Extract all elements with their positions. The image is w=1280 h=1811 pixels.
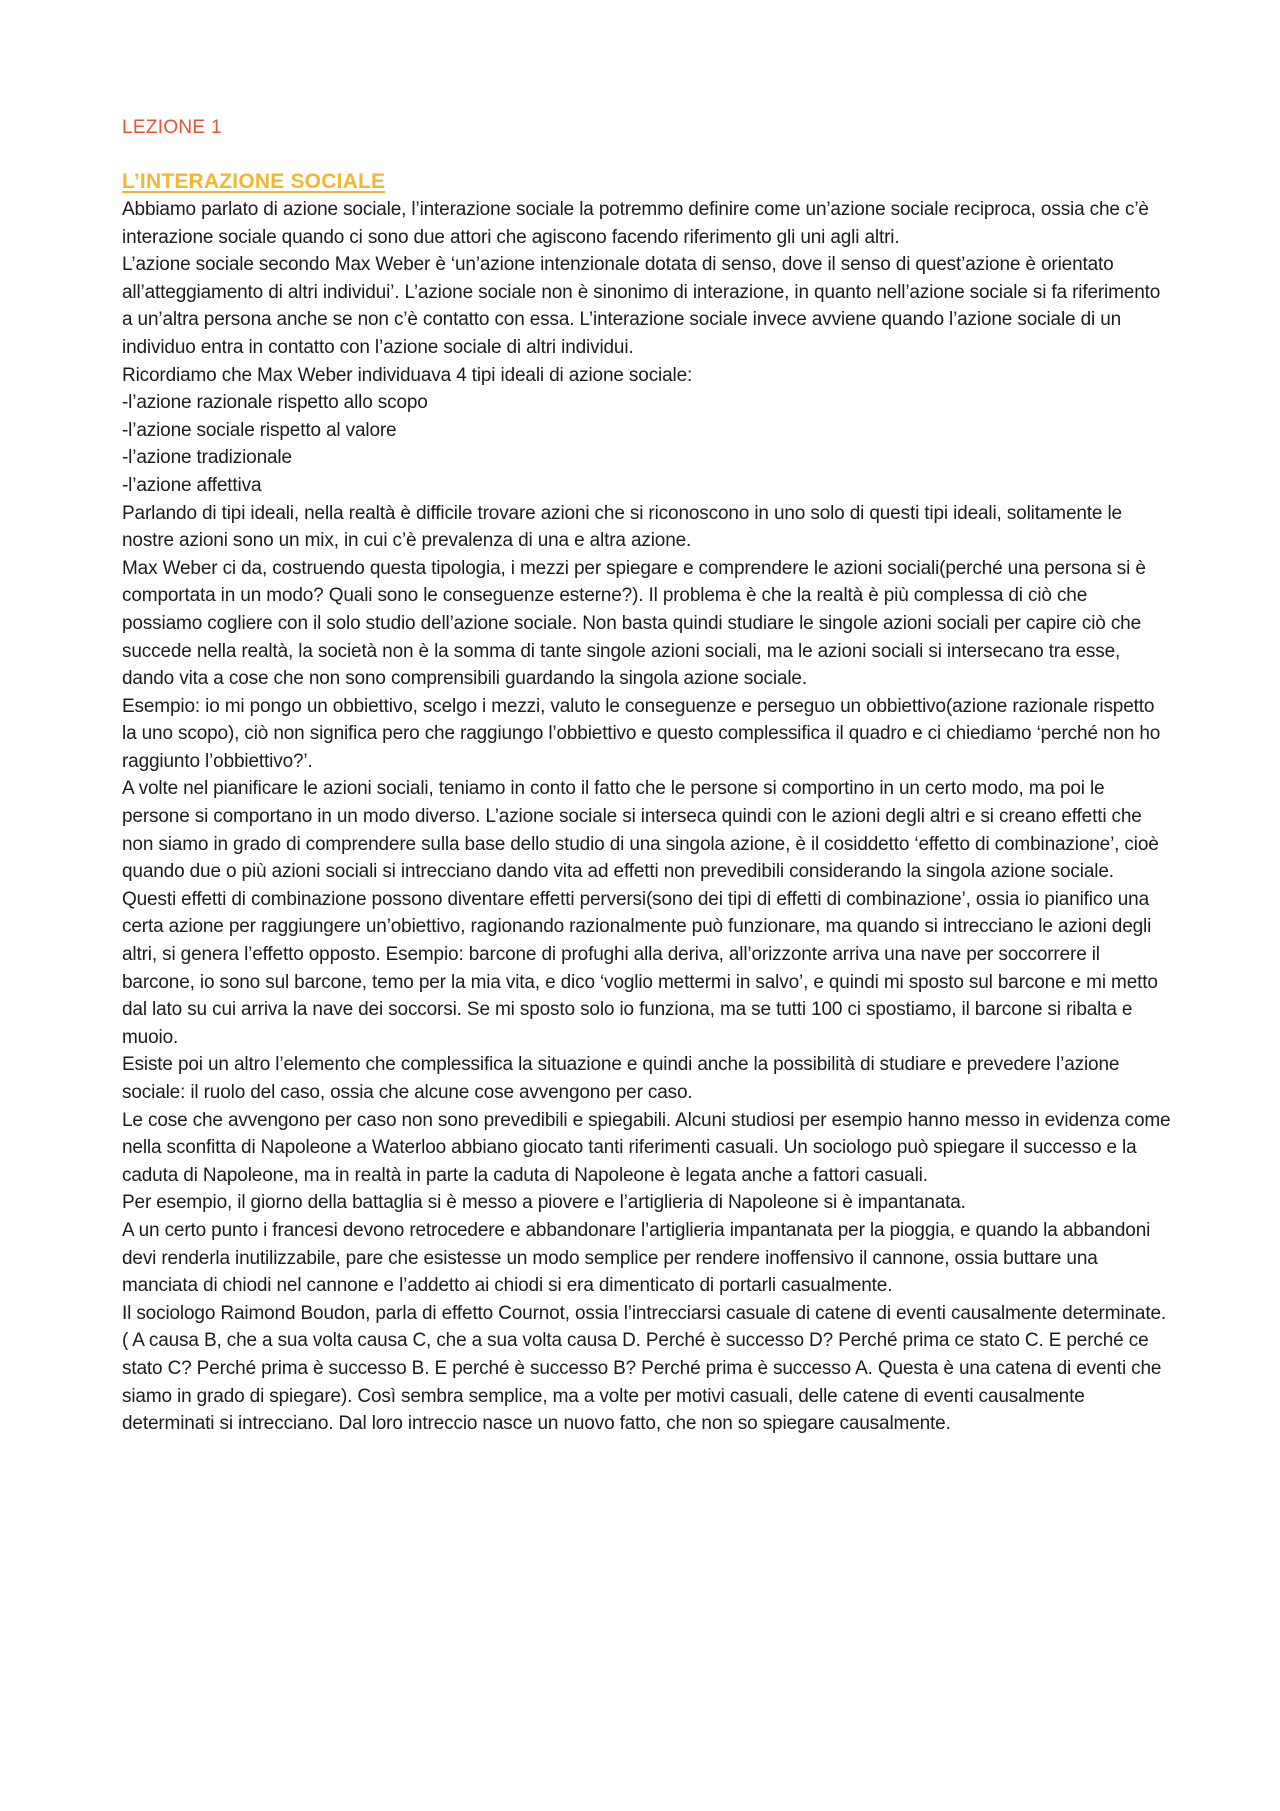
paragraph: Parlando di tipi ideali, nella realtà è difficile trovare azioni che si riconoscono in uno solo di questi tipi ideali, solitamente le nostre azioni sono un mix, in cui c’è prevalenza di una e altra azione. <box>122 502 1122 552</box>
paragraph: Abbiamo parlato di azione sociale, l’interazione sociale la potremmo definire come un’azione sociale reciproca, ossia che c’è interazione sociale quando ci sono due attori che agiscono facendo riferimento gli uni agli altri. <box>122 199 1149 248</box>
list-item: -l’azione razionale rispetto allo scopo <box>122 392 428 414</box>
paragraph: Ricordiamo che Max Weber individuava 4 tipi ideali di azione sociale: <box>122 364 693 386</box>
paragraph: Il sociologo Raimond Boudon, parla di effetto Cournot, ossia l’intrecciarsi casuale di catene di eventi causalmente determinate. ( A causa B, che a sua volta causa C, che a sua volta causa D. Perché è successo D? Perché prima ce stato C. E perché ce stato C? Perché prima è successo B. E perché è successo B? Perché prima è successo A. Questa è una catena di eventi che siamo in grado di spiegare). Così sembra semplice, ma a volte per motivi casuali, delle catene di eventi causalmente determinati si intrecciano. Dal loro intreccio nasce un nuovo fatto, che non so spiegare causalmente. <box>122 1302 1166 1435</box>
paragraph: Per esempio, il giorno della battaglia si è messo a piovere e l’artiglieria di Napoleone si è impantanata. <box>122 1192 966 1214</box>
list-item: -l’azione sociale rispetto al valore <box>122 419 397 441</box>
paragraph: A un certo punto i francesi devono retrocedere e abbandonare l’artiglieria impantanata per la pioggia, e quando la abbandoni devi renderla inutilizzabile, pare che esistesse un modo semplice per rendere inoffensivo il cannone, ossia buttare una manciata di chiodi nel cannone e l’addetto ai chiodi si era dimenticato di portarli casualmente. <box>122 1219 1151 1297</box>
body-text <box>122 196 1172 1438</box>
paragraph: Esiste poi un altro l’elemento che complessifica la situazione e quindi anche la possibilità di studiare e prevedere l’azione sociale: il ruolo del caso, ossia che alcune cose avvengono per caso. <box>122 1054 1120 1103</box>
paragraph: L’azione sociale secondo Max Weber è ‘un’azione intenzionale dotata di senso, dove il senso di quest’azione è orientato all’atteggiamento di altri individui’. L’azione sociale non è sinonimo di interazione, in quanto nell’azione sociale si fa riferimento a un’altra persona anche se non c’è contatto con essa. L’interazione sociale invece avviene quando l’azione sociale di un individuo entra in contatto con l’azione sociale di altri individui. <box>122 254 1161 358</box>
list-item: -l’azione tradizionale <box>122 447 292 469</box>
paragraph: Max Weber ci da, costruendo questa tipologia, i mezzi per spiegare e comprendere le azioni sociali(perché una persona si è comportata in un modo? Quali sono le conseguenze esterne?). Il problema è che la realtà è più complessa di ciò che possiamo cogliere con il solo studio dell’azione sociale. Non basta quindi studiare le singole azioni sociali per capire ciò che succede nella realtà, la società non è la somma di tante singole azioni sociali, ma le azioni sociali si intersecano tra esse, dando vita a cose che non sono comprensibili guardando la singola azione sociale. <box>122 557 1146 690</box>
paragraph: A volte nel pianificare le azioni sociali, teniamo in conto il fatto che le persone si comportino in un certo modo, ma poi le persone si comportano in un modo diverso. L’azione sociale si interseca quindi con le azioni degli altri e si creano effetti che non siamo in grado di comprendere sulla base dello studio di una singola azione, è il cosiddetto ‘effetto di combinazione’, cioè quando due o più azioni sociali si intrecciano dando vita ad effetti non prevedibili considerando la singola azione sociale. Questi effetti di combinazione possono diventare effetti perversi(sono dei tipi di effetti di combinazione’, ossia io pianifico una certa azione per raggiungere un’obiettivo, ragionando razionalmente può funzionare, ma quando si intrecciano le azioni degli altri, si genera l’effetto opposto. Esempio: barcone di profughi alla deriva, all’orizzonte arriva una nave per soccorrere il barcone, io sono sul barcone, temo per la mia vita, e dico ‘voglio mettermi in salvo’, e quindi mi sposto sul barcone e mi metto dal lato su cui arriva la nave dei soccorsi. Se mi sposto solo io funziona, ma se tutti 100 ci spostiamo, il barcone si ribalta e muoio. <box>122 778 1159 1048</box>
document-page <box>122 116 1172 1438</box>
paragraph: Esempio: io mi pongo un obbiettivo, scelgo i mezzi, valuto le conseguenze e perseguo un obbiettivo(azione razionale rispetto la uno scopo), ciò non significa pero che raggiungo l’obbiettivo e questo complessifica il quadro e ci chiediamo ‘perché non ho raggiunto l’obbiettivo?’. <box>122 695 1161 772</box>
lesson-label: LEZIONE 1 <box>122 117 222 138</box>
list-item: -l’azione affettiva <box>122 474 262 496</box>
section-title: L’INTERAZIONE SOCIALE <box>122 170 386 193</box>
paragraph: Le cose che avvengono per caso non sono prevedibili e spiegabili. Alcuni studiosi per esempio hanno messo in evidenza come nella sconfitta di Napoleone a Waterloo abbiano giocato tanti riferimenti casuali. Un sociologo può spiegare il successo e la caduta di Napoleone, ma in realtà in parte la caduta di Napoleone è legata anche a fattori casuali. <box>122 1109 1171 1186</box>
